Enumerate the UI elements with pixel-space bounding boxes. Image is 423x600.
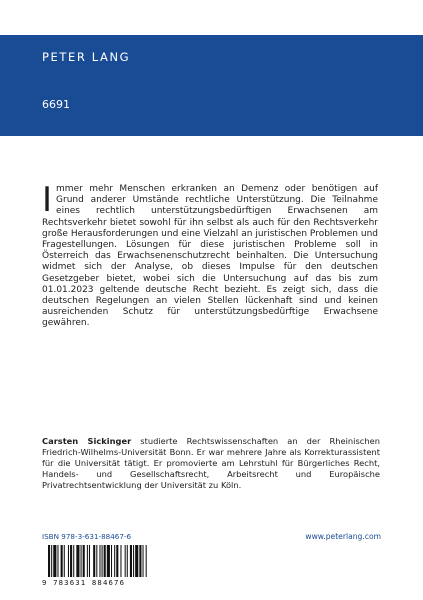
barcode-bar [64, 545, 65, 577]
barcode-bar [61, 545, 63, 577]
isbn-label: ISBN 978-3-631-88467-6 [42, 532, 132, 541]
barcode-bar [70, 545, 72, 577]
barcode-bar [89, 545, 90, 577]
barcode-bar [125, 545, 126, 577]
barcode-bar [73, 545, 74, 577]
barcode-bar [104, 545, 106, 577]
barcode-bar [93, 545, 95, 577]
barcode-bar [53, 545, 56, 577]
barcode-bar [120, 545, 121, 577]
barcode-bar [48, 545, 50, 577]
barcode-bar [114, 545, 115, 577]
author-name: Carsten Sickinger [42, 436, 132, 446]
abstract-body: mmer mehr Menschen erkranken an Demenz oder benötigen auf Grund anderer Umstände rechtliche Unterstützung. Die Teilnahme eines rechtlich unterstützungsbedürftigen Erwachsenen am Rechtsverkehr bietet sowohl für ihn selbst als auch für den Rechtsverkehr große Herausforderungen und eine Vielzahl an juristischen Problemen und Fragestellungen. Lösungen für diese juristischen Probleme soll in Österreich das Erwachsenenschutzrecht beinhalten. Die Untersuchung widmet sich der Analyse, ob dieses Impulse für den deutschen Gesetzgeber bietet, wobei sich die Untersuchung auf das bis zum 01.01.2023 geltende deutsche Recht bezieht. Es zeigt sich, dass die deutschen Regelungen an vielen Stellen lückenhaft sind und keinen ausreichenden Schutz für unterstützungsbedürftige Erwachsene gewähren. [42, 184, 378, 329]
barcode-bars [42, 545, 154, 579]
author-bio-text: studierte Rechtswissenschaften an der Rheinischen Friedrich-Wilhelms-Universität Bonn. Er war mehrere Jahre als Korrekturassistent für die Universität tätigt. Er promovierte am Lehrstuhl für Bürgerliches Recht, Handels- und Gesellschaftsrecht, Arbeitsrecht und Europäische Privatrechtsentwicklung der Universität zu Köln. [42, 436, 380, 491]
barcode [42, 545, 154, 590]
publisher-name: PETER LANG [42, 50, 131, 64]
author-bio [42, 436, 380, 491]
publisher-website: www.peterlang.com [305, 532, 381, 541]
barcode-bar [83, 545, 85, 577]
barcode-bar [130, 545, 132, 577]
barcode-bar [87, 545, 88, 577]
barcode-bar [133, 545, 134, 577]
barcode-bar [68, 545, 69, 577]
barcode-bar [127, 545, 128, 577]
barcode-bar [96, 545, 97, 577]
barcode-digits: 9 783631 884676 [42, 578, 126, 587]
barcode-bar [51, 545, 52, 577]
barcode-bar [81, 545, 82, 577]
barcode-bar [57, 545, 58, 577]
barcode-bar [139, 545, 141, 577]
barcode-bar [76, 545, 79, 577]
barcode-bar [107, 545, 110, 577]
barcode-bar [111, 545, 112, 577]
barcode-bar [146, 545, 147, 577]
barcode-bar [99, 545, 100, 577]
dropcap-letter: I [42, 180, 53, 220]
barcode-bar [143, 545, 144, 577]
barcode-bar [102, 545, 103, 577]
series-number: 6691 [42, 98, 70, 111]
abstract-text [42, 180, 378, 330]
barcode-bar [116, 545, 118, 577]
barcode-bar [135, 545, 138, 577]
